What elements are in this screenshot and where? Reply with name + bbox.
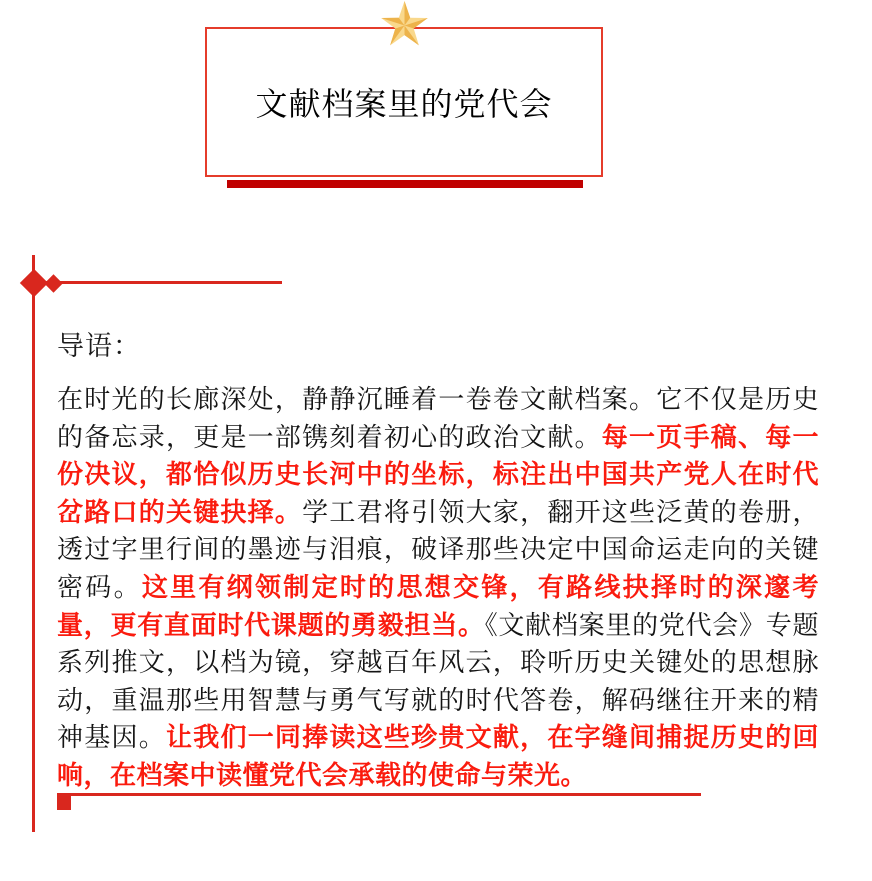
paragraph-segment: 学工君将引领大家，翻开这些泛黄的卷册，透过字里行间的墨迹与泪痕，破译那些决定中国命运走向的关键密码。 xyxy=(57,496,819,602)
intro-label: 导语： xyxy=(57,331,141,361)
title-underline-bar xyxy=(227,180,583,188)
paragraph-segment: 《文献档案里的党代会》专题系列推文，以档为镜，穿越百年风云，聆听历史关键处的思想脉动，重温那些用智慧与勇气写就的时代答卷，解码继往开来的精神基因。 xyxy=(57,609,819,753)
top-horizontal-line xyxy=(33,281,282,284)
title-box xyxy=(205,27,603,177)
page-title: 文献档案里的党代会 xyxy=(255,86,553,122)
paragraph-segment-highlight: 这里有纲领制定时的思想交锋，有路线抉择时的深邃考量，更有直面时代课题的勇毅担当。 xyxy=(57,571,819,640)
paragraph-segment-highlight: 每一页手稿、每一份决议，都恰似历史长河中的坐标，标注出中国共产党人在时代岔路口的关键抉择。 xyxy=(57,421,819,527)
small-diamond-ornament xyxy=(44,274,62,292)
gold-star-icon xyxy=(377,1,432,49)
left-vertical-line xyxy=(32,255,35,832)
paragraph-segment-highlight: 让我们一同捧读这些珍贵文献，在字缝间捕捉历史的回响，在档案中读懂党代会承载的使命与荣光。 xyxy=(57,722,819,790)
paragraph-segment: 在时光的长廊深处，静静沉睡着一卷卷文献档案。它不仅是历史的备忘录，更是一部镌刻着初心的政治文献。 xyxy=(57,384,819,452)
intro-paragraph xyxy=(57,381,819,795)
bottom-square-ornament xyxy=(57,796,71,810)
